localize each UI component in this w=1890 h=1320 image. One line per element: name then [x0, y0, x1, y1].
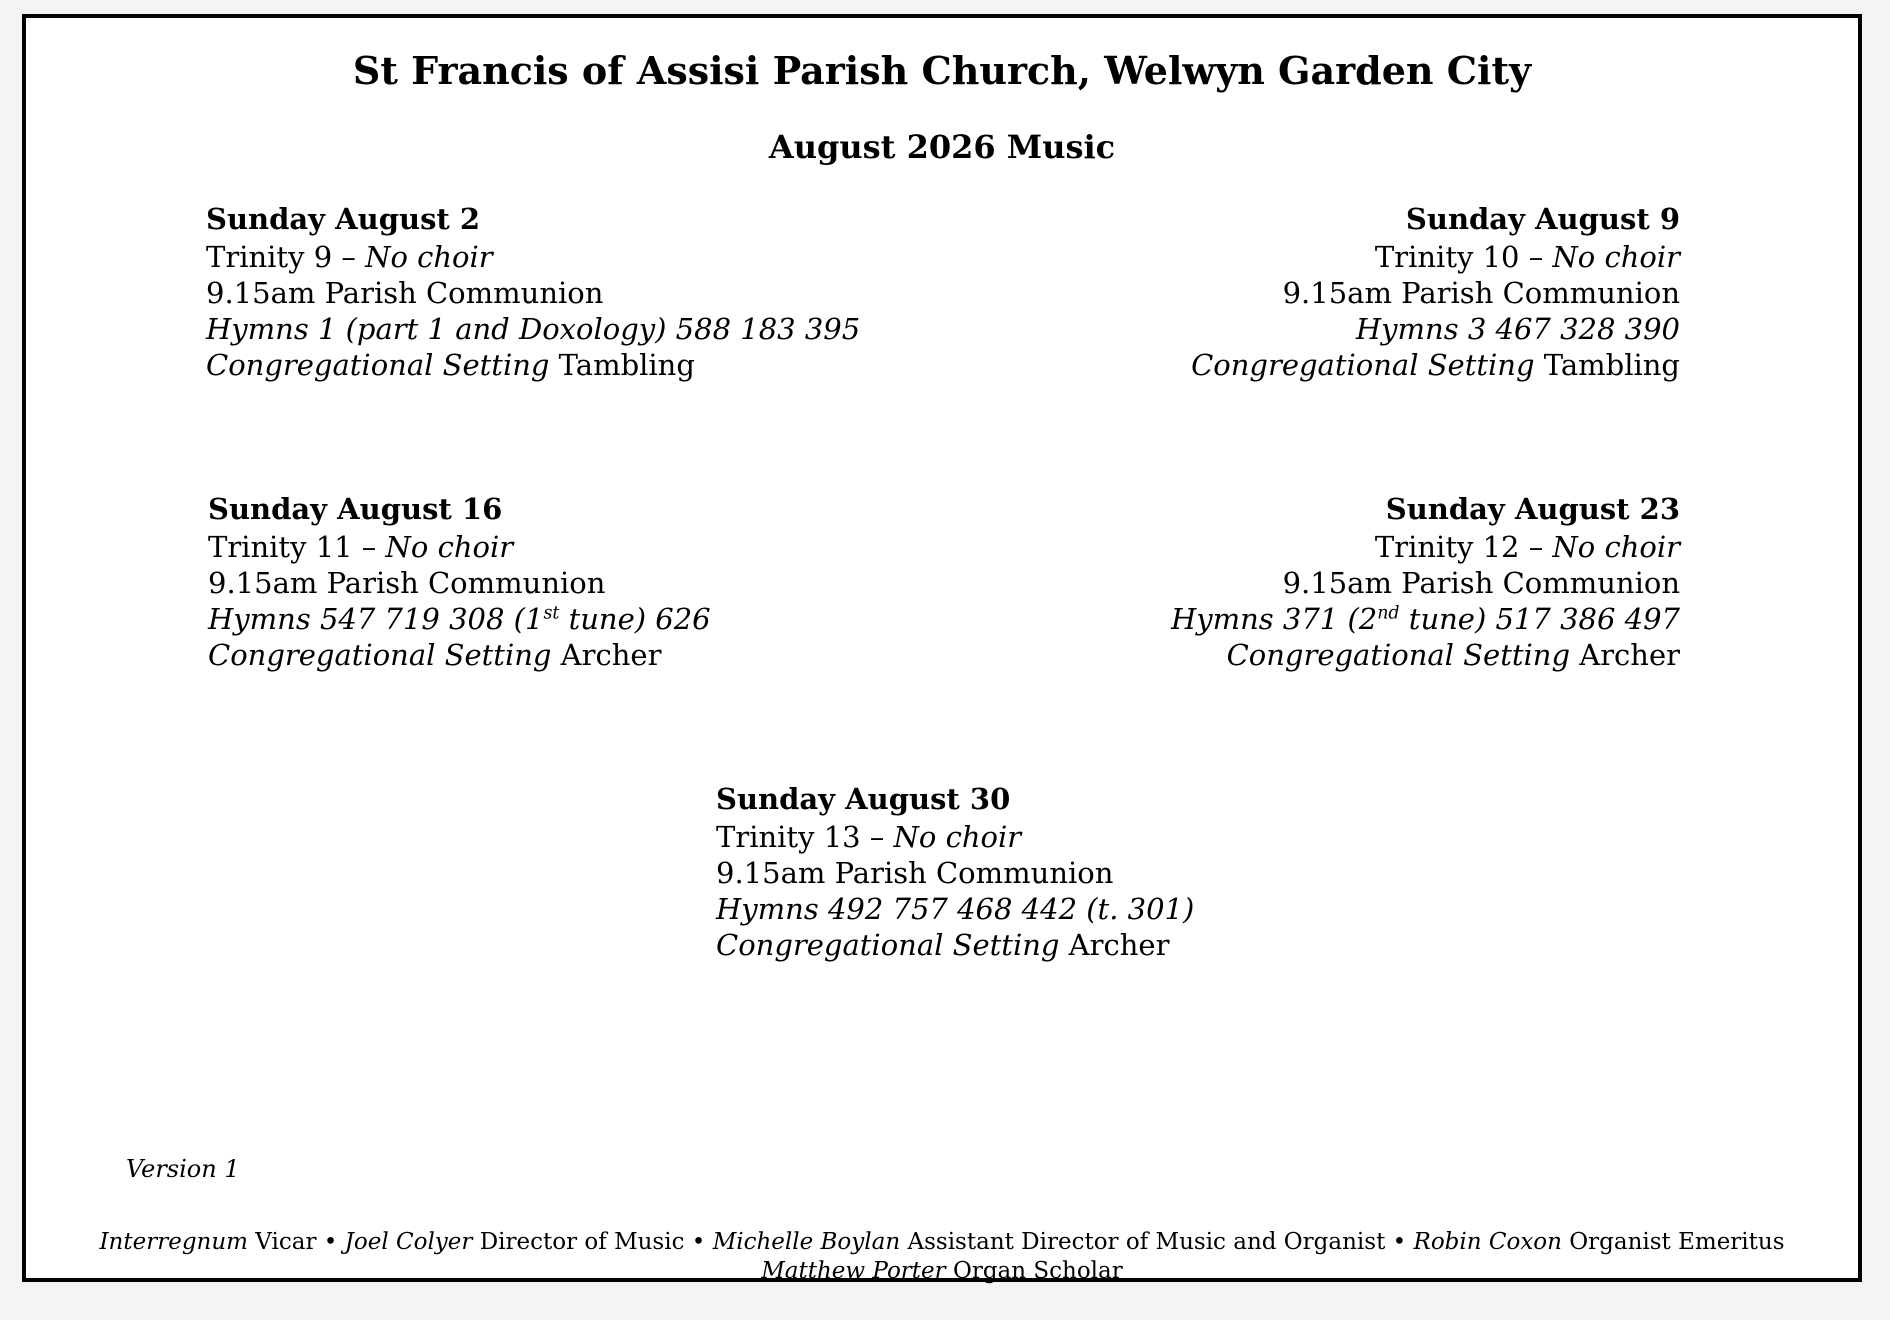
dash: – — [332, 240, 366, 274]
choir-note: No choir — [1552, 530, 1680, 564]
bullet-separator: • — [316, 1229, 345, 1255]
communion-line: 9.15am Parish Communion — [1282, 566, 1680, 600]
bullet-separator: • — [684, 1229, 713, 1255]
dash: – — [860, 820, 894, 854]
staff-role: Organist Emeritus — [1561, 1229, 1785, 1255]
service-trinity-line — [716, 819, 1194, 855]
choir-note: No choir — [893, 820, 1022, 854]
hymns-text-rest: tune) 626 — [559, 602, 711, 636]
trinity-label: Trinity 11 — [208, 530, 353, 564]
service-trinity-line — [208, 529, 711, 565]
service-date: Sunday August 30 — [716, 782, 1011, 816]
service-date: Sunday August 16 — [208, 492, 503, 526]
bullet-separator: • — [1385, 1229, 1414, 1255]
hymns-sup: st — [543, 603, 560, 624]
hymns-text: Hymns 547 719 308 (1 — [208, 602, 544, 636]
service-date: Sunday August 9 — [1405, 202, 1680, 236]
choir-note: No choir — [1552, 240, 1680, 274]
trinity-label: Trinity 12 — [1374, 530, 1520, 564]
setting-name: Tambling — [1534, 348, 1680, 382]
setting-label: Congregational Setting — [716, 928, 1060, 962]
hymns-text: Hymns 3 467 328 390 — [1355, 312, 1680, 346]
setting-label: Congregational Setting — [208, 638, 552, 672]
setting-name: Archer — [551, 638, 662, 672]
staff-role: Assistant Director of Music and Organist — [900, 1229, 1386, 1255]
hymns-line — [716, 891, 1194, 927]
setting-line — [716, 927, 1194, 963]
service-block-august-16 — [208, 491, 711, 673]
setting-label: Congregational Setting — [1226, 638, 1571, 672]
staff-name: Interregnum — [99, 1229, 248, 1255]
staff-name: Michelle Boylan — [712, 1229, 901, 1255]
version-label: Version 1 — [126, 1155, 240, 1183]
service-trinity-line — [1171, 529, 1680, 565]
hymns-sup: nd — [1377, 603, 1400, 624]
page-subtitle: August 2026 Music — [768, 128, 1116, 166]
service-block-august-9 — [1191, 201, 1680, 383]
page-title: St Francis of Assisi Parish Church, Welwyn Garden City — [352, 48, 1532, 93]
setting-label: Congregational Setting — [206, 348, 550, 382]
hymns-line — [206, 311, 860, 347]
music-list-page — [22, 14, 1862, 1282]
setting-line — [206, 347, 860, 383]
service-trinity-line — [206, 239, 860, 275]
setting-line — [1171, 637, 1680, 673]
staff-name: Robin Coxon — [1413, 1229, 1562, 1255]
staff-role: Vicar — [247, 1229, 317, 1255]
service-date: Sunday August 23 — [1385, 492, 1680, 526]
setting-name: Archer — [1059, 928, 1170, 962]
choir-note: No choir — [385, 530, 514, 564]
dash: – — [352, 530, 386, 564]
footer-line-1 — [26, 1228, 1858, 1257]
setting-line — [208, 637, 711, 673]
hymns-text-rest: tune) 517 386 497 — [1399, 602, 1680, 636]
communion-line: 9.15am Parish Communion — [1282, 276, 1680, 310]
trinity-label: Trinity 10 — [1374, 240, 1520, 274]
communion-line: 9.15am Parish Communion — [206, 276, 604, 310]
hymns-text: Hymns 492 757 468 442 (t. 301) — [716, 892, 1195, 926]
hymns-line — [208, 601, 711, 637]
staff-role: Organ Scholar — [945, 1258, 1123, 1284]
staff-name: Matthew Porter — [761, 1258, 946, 1284]
service-block-august-23 — [1171, 491, 1680, 673]
hymns-line — [1191, 311, 1680, 347]
service-trinity-line — [1191, 239, 1680, 275]
setting-name: Archer — [1570, 638, 1680, 672]
trinity-label: Trinity 13 — [716, 820, 861, 854]
staff-footer — [26, 1228, 1858, 1286]
hymns-text: Hymns 371 (2 — [1170, 602, 1378, 636]
hymns-text: Hymns 1 (part 1 and Doxology) 588 183 395 — [206, 312, 861, 346]
setting-name: Tambling — [549, 348, 695, 382]
choir-note: No choir — [365, 240, 493, 274]
setting-line — [1191, 347, 1680, 383]
staff-name: Joel Colyer — [344, 1229, 473, 1255]
staff-role: Director of Music — [472, 1229, 685, 1255]
communion-line: 9.15am Parish Communion — [716, 856, 1114, 890]
service-block-august-2 — [206, 201, 860, 383]
trinity-label: Trinity 9 — [206, 240, 333, 274]
service-block-august-30 — [716, 781, 1194, 963]
footer-line-2 — [26, 1257, 1858, 1286]
setting-label: Congregational Setting — [1191, 348, 1535, 382]
dash: – — [1519, 240, 1553, 274]
dash: – — [1519, 530, 1553, 564]
communion-line: 9.15am Parish Communion — [208, 566, 606, 600]
hymns-line — [1171, 601, 1680, 637]
service-date: Sunday August 2 — [206, 202, 481, 236]
